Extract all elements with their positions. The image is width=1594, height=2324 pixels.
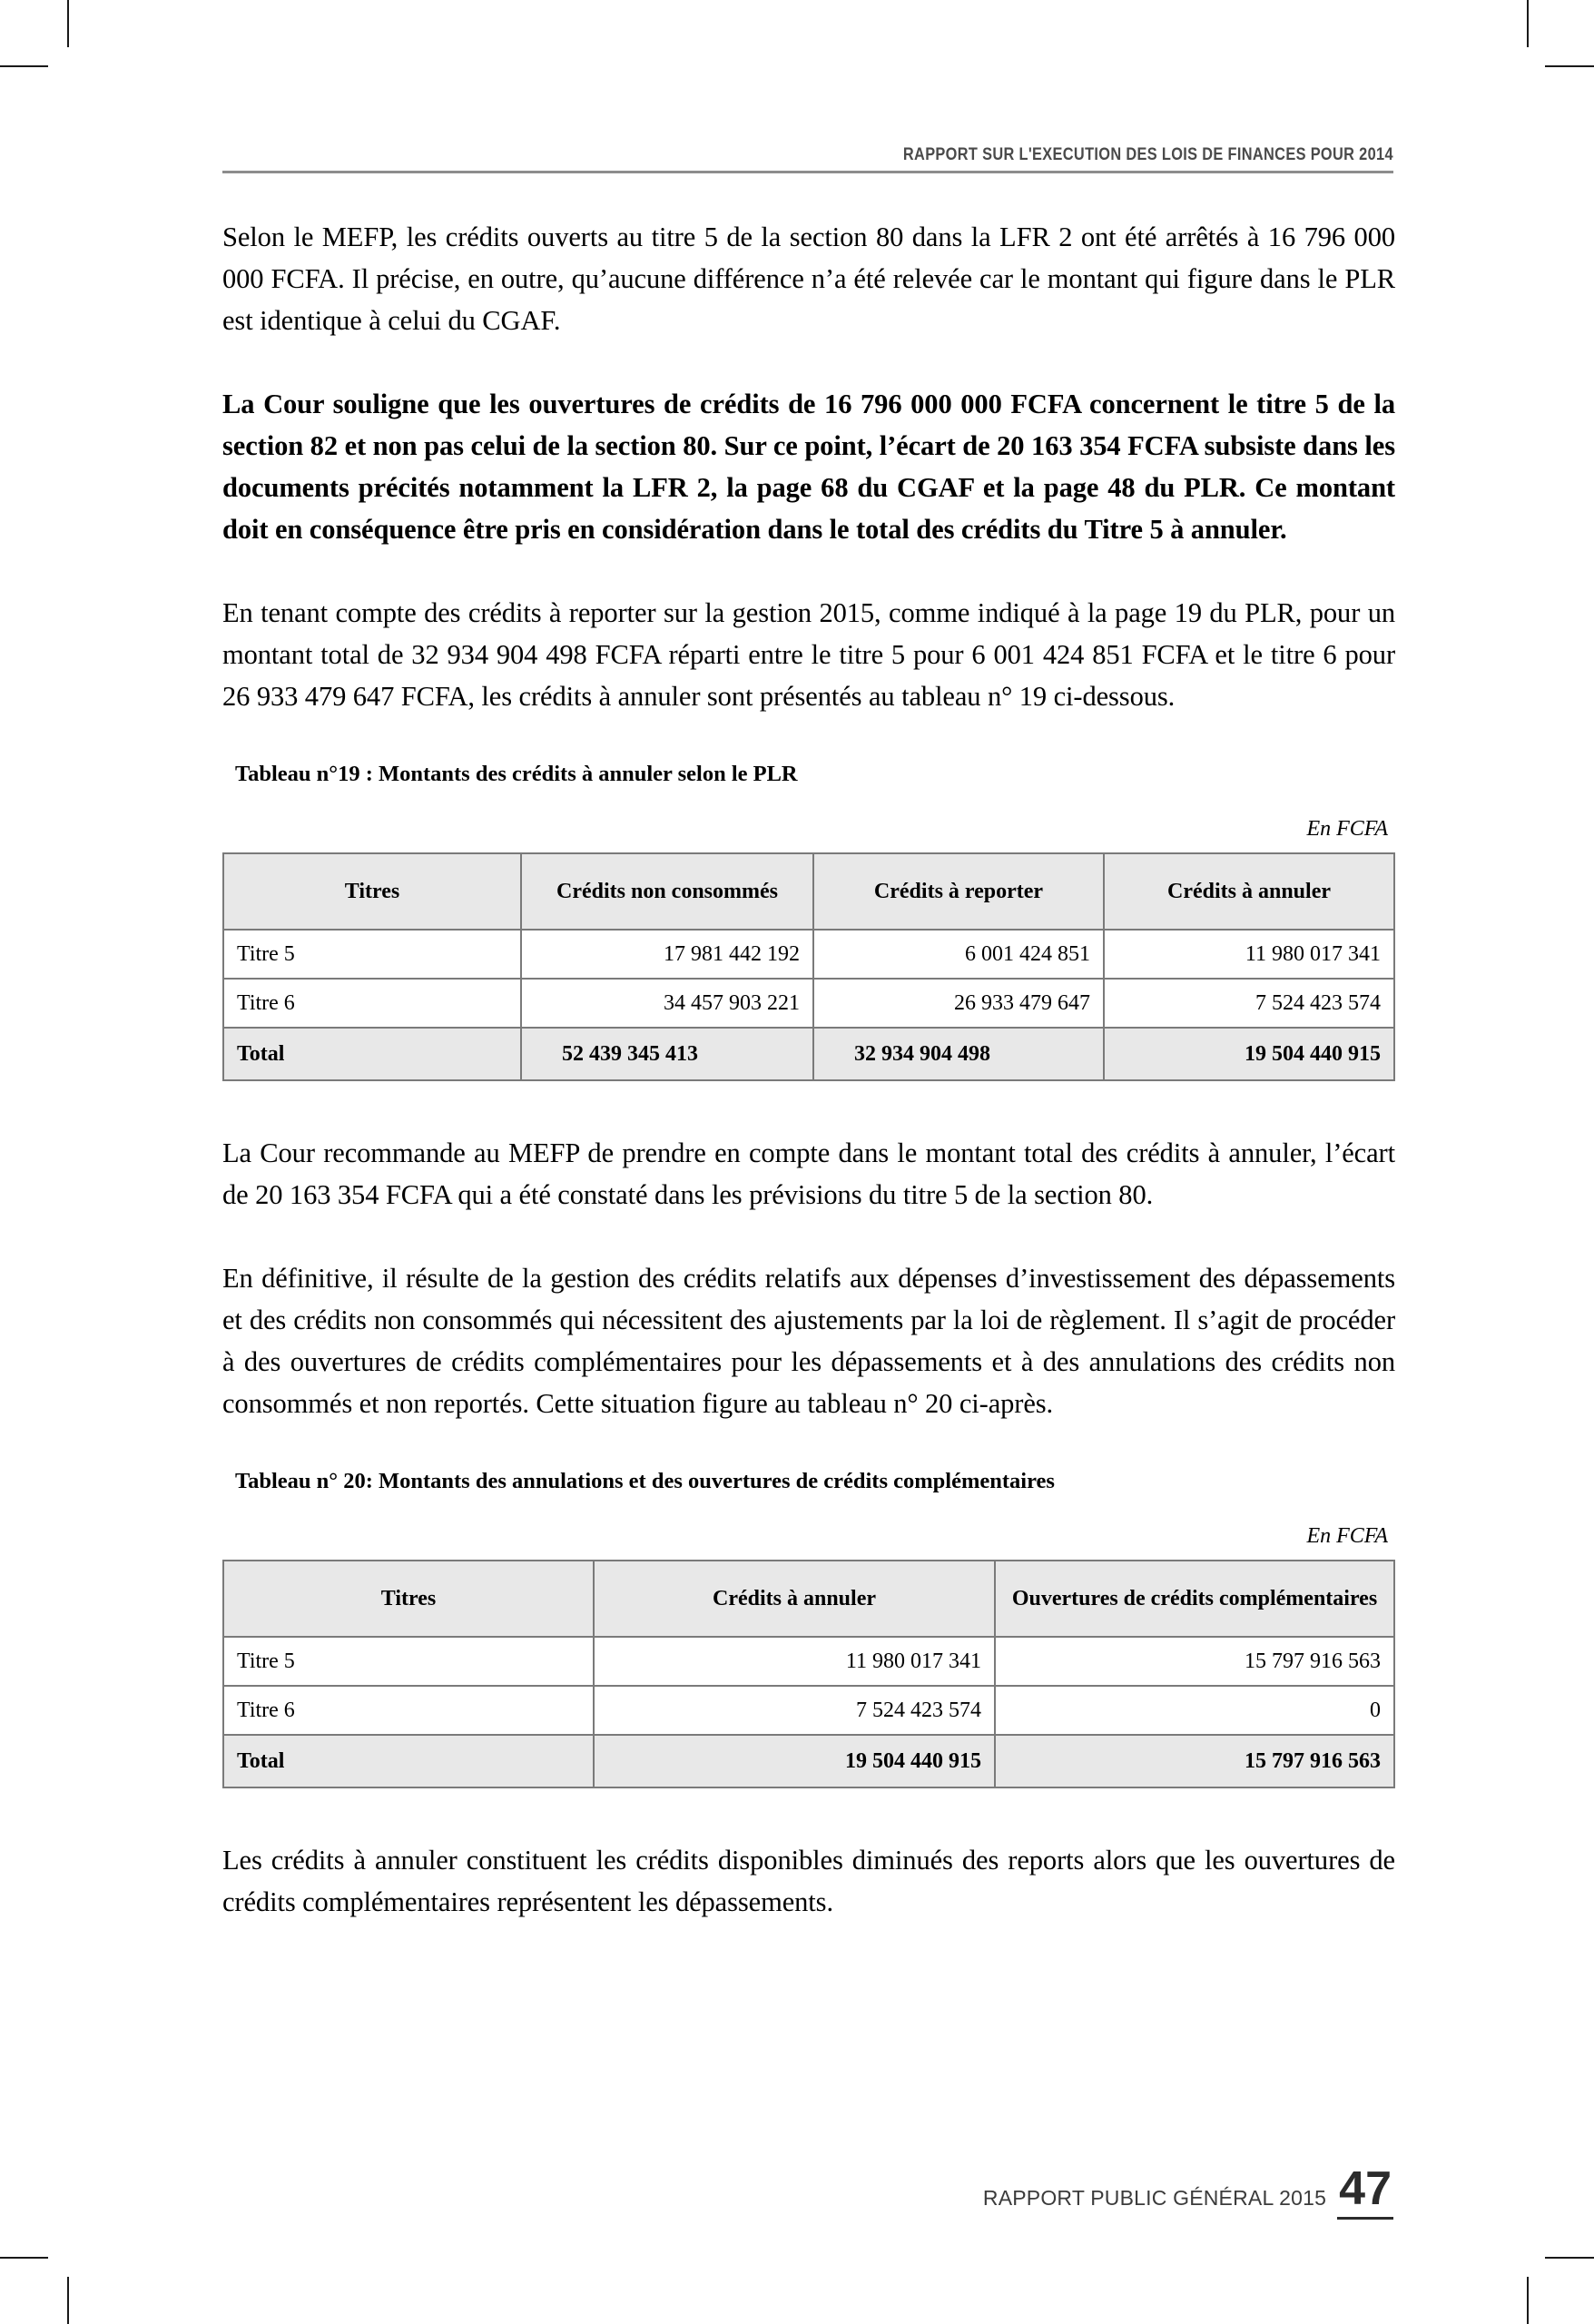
table19-row1-label: Titre 6 [223, 979, 521, 1028]
page-number: 47 [1337, 2166, 1393, 2220]
footer-publication-title: RAPPORT PUBLIC GÉNÉRAL 2015 [982, 2186, 1327, 2210]
table20-header-row [223, 1561, 1394, 1637]
running-header-title: RAPPORT SUR L'EXECUTION DES LOIS DE FINANCES POUR 2014 [903, 145, 1393, 164]
table20-unit-label: En FCFA [1306, 1524, 1388, 1548]
table-row [223, 979, 1394, 1028]
table19-row1-credits-non-consommes: 34 457 903 221 [521, 979, 813, 1028]
table20-col-header-ouvertures-complementaires: Ouvertures de crédits complémentaires [995, 1561, 1394, 1637]
table20-row0-ouvertures: 15 797 916 563 [995, 1637, 1394, 1686]
table20-col-header-titres: Titres [223, 1561, 594, 1637]
table20-total-label: Total [223, 1735, 594, 1787]
table-row [223, 1637, 1394, 1686]
table19-row0-credits-non-consommes: 17 981 442 192 [521, 930, 813, 979]
page-content [222, 216, 1395, 1923]
crop-mark-bottom-left-horizontal [0, 2257, 48, 2259]
table19-total-row [223, 1028, 1394, 1080]
table19-col-header-credits-a-reporter: Crédits à reporter [813, 853, 1104, 930]
footer-inner [982, 2162, 1393, 2220]
paragraph-credits-a-annuler-definition: Les crédits à annuler constituent les crédits disponibles diminués des reports alors que les ouvertures de crédits complémentaires représentent les dépassements. [222, 1845, 1395, 1917]
table19-total-label: Total [223, 1028, 521, 1080]
table20-row1-label: Titre 6 [223, 1686, 594, 1735]
spacer [222, 717, 1395, 759]
spacer [222, 1424, 1395, 1466]
spacer [222, 1216, 1395, 1257]
spacer [222, 1788, 1395, 1839]
table20-row0-credits-a-annuler: 11 980 017 341 [594, 1637, 995, 1686]
crop-mark-top-left-horizontal [0, 65, 48, 67]
crop-mark-bottom-right-horizontal [1545, 2257, 1594, 2259]
spacer [222, 550, 1395, 592]
table19-credits-a-annuler-selon-plr [222, 852, 1395, 1081]
page-footer [222, 2162, 1393, 2220]
paragraph-credits-a-reporter: En tenant compte des crédits à reporter sur la gestion 2015, comme indiqué à la page 19 du PLR, pour un montant total de 32 934 904 498 FCFA réparti entre le titre 5 pour 6 001 424 851 FCFA et le titre 6 pour 26 933 479 647 FCFA, les crédits à annuler sont présentés au tableau n° 19 ci-dessous. [222, 597, 1395, 712]
table20-col-header-credits-a-annuler: Crédits à annuler [594, 1561, 995, 1637]
table19-row0-label: Titre 5 [223, 930, 521, 979]
table19-total-credits-a-reporter: 32 934 904 498 [813, 1028, 1104, 1080]
table19-unit-label: En FCFA [1306, 817, 1388, 841]
crop-mark-top-right-horizontal [1545, 65, 1594, 67]
paragraph-mefp-credits-ouverts: Selon le MEFP, les crédits ouverts au titre 5 de la section 80 dans la LFR 2 ont été arrêtés à 16 796 000 000 FCFA. Il précise, en outre, qu’aucune différence n’a été relevée car le montant qui figure dans le PLR est identique à celui du CGAF. [222, 222, 1395, 336]
crop-mark-top-right-vertical [1527, 0, 1529, 47]
table20-annulations-et-ouvertures [222, 1560, 1395, 1788]
table19-col-header-titres: Titres [223, 853, 521, 930]
table20-caption: Tableau n° 20: Montants des annulations et des ouvertures de crédits complémentaires [235, 1469, 1055, 1493]
crop-mark-bottom-right-vertical [1527, 2277, 1529, 2324]
table19-total-credits-a-annuler: 19 504 440 915 [1104, 1028, 1394, 1080]
paragraph-en-definitive: En définitive, il résulte de la gestion des crédits relatifs aux dépenses d’investissement des dépassements et des crédits non consommés qui nécessitent des ajustements par la loi de règlement. Il s’agit de procéder à des ouvertures de crédits complémentaires pour les dépassements et à des annulations des crédits non consommés et non reportés. Cette situation figure au tableau n° 20 ci-après. [222, 1263, 1395, 1419]
table19-total-credits-non-consommes: 52 439 345 413 [521, 1028, 813, 1080]
table19-col-header-credits-a-annuler: Crédits à annuler [1104, 853, 1394, 930]
table20-total-credits-a-annuler: 19 504 440 915 [594, 1735, 995, 1787]
table20-row1-ouvertures: 0 [995, 1686, 1394, 1735]
table19-row1-credits-a-annuler: 7 524 423 574 [1104, 979, 1394, 1028]
paragraph-cour-souligne: La Cour souligne que les ouvertures de crédits de 16 796 000 000 FCFA concernent le titre 5 de la section 82 et non pas celui de la section 80. Sur ce point, l’écart de 20 163 354 FCFA subsiste dans les documents précités notamment la LFR 2, la page 68 du CGAF et la page 48 du PLR. Ce montant doit en conséquence être pris en considération dans le total des crédits du Titre 5 à annuler. [222, 389, 1395, 545]
crop-mark-bottom-left-vertical [67, 2277, 69, 2324]
table19-row1-credits-a-reporter: 26 933 479 647 [813, 979, 1104, 1028]
table19-row0-credits-a-reporter: 6 001 424 851 [813, 930, 1104, 979]
crop-mark-top-left-vertical [67, 0, 69, 47]
table20-row1-credits-a-annuler: 7 524 423 574 [594, 1686, 995, 1735]
table20-row0-label: Titre 5 [223, 1637, 594, 1686]
header-divider [222, 171, 1393, 173]
table19-col-header-credits-non-consommes: Crédits non consommés [521, 853, 813, 930]
table19-header-row [223, 853, 1394, 930]
table20-total-ouvertures: 15 797 916 563 [995, 1735, 1394, 1787]
paragraph-recommandation-mefp: La Cour recommande au MEFP de prendre en compte dans le montant total des crédits à annuler, l’écart de 20 163 354 FCFA qui a été constaté dans les prévisions du titre 5 de la section 80. [222, 1137, 1395, 1210]
table20-total-row [223, 1735, 1394, 1787]
spacer [222, 1081, 1395, 1132]
running-header [222, 145, 1393, 173]
spacer [222, 341, 1395, 383]
table19-caption: Tableau n°19 : Montants des crédits à annuler selon le PLR [235, 762, 798, 786]
table-row [223, 930, 1394, 979]
table19-row0-credits-a-annuler: 11 980 017 341 [1104, 930, 1394, 979]
table-row [223, 1686, 1394, 1735]
